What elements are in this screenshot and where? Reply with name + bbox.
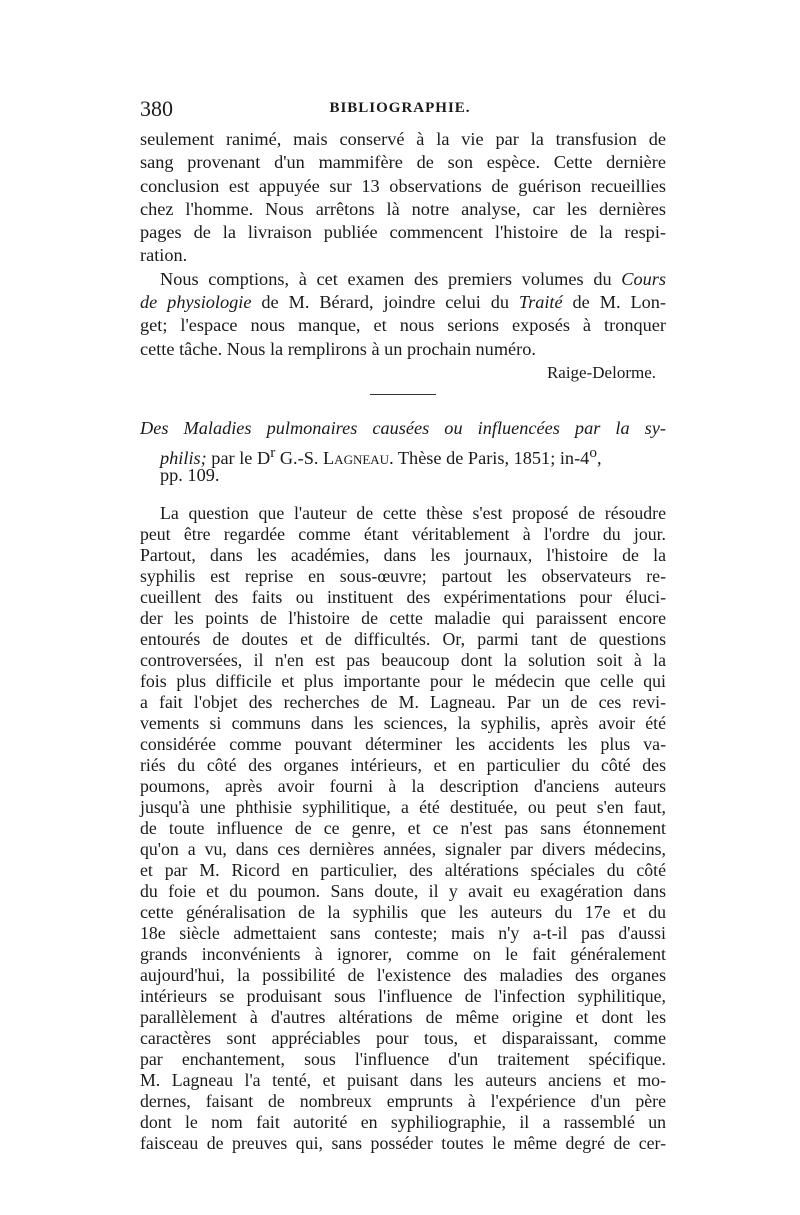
text-line: sang provenant d'un mammifère de son espèce. Cette dernière xyxy=(140,152,666,173)
text-line: grands inconvénients à ignorer, comme on le fait généralement xyxy=(140,944,666,965)
text-line: Partout, dans les académies, dans les journaux, l'histoire de la xyxy=(140,545,666,566)
author-name: Lagneau xyxy=(323,447,390,468)
text-line: peut être regardée comme étant véritablement à l'ordre du jour. xyxy=(140,524,666,545)
superscript: o xyxy=(589,443,597,461)
text-line: La question que l'auteur de cette thèse s'est proposé de résoudre xyxy=(160,503,666,524)
text-line: faisceau de preuves qui, sans posséder toutes le même degré de cer- xyxy=(140,1133,666,1154)
text-line: et par M. Ricord en particulier, des altérations spéciales du côté xyxy=(140,860,666,881)
text-line: jusqu'à une phthisie syphilitique, a été destituée, ou peut s'en faut, xyxy=(140,797,666,818)
text-line: vements si communs dans les sciences, la syphilis, après avoir été xyxy=(140,713,666,734)
text-line: dernes, faisant de nombreux emprunts à l'expérience d'un père xyxy=(140,1091,666,1112)
section-divider xyxy=(370,394,436,395)
page-number: 380 xyxy=(140,96,173,121)
text-line: qu'on a vu, dans ces dernières années, signaler par divers médecins, xyxy=(140,839,666,860)
running-title: BIBLIOGRAPHIE. xyxy=(329,100,471,116)
review-body xyxy=(140,503,666,1154)
text-line: par enchantement, sous l'influence d'un traitement spécifique. xyxy=(140,1049,666,1070)
text-line: cette généralisation de la syphilis que les auteurs du 17e et du xyxy=(140,902,666,923)
text-run: , xyxy=(596,447,602,468)
text-run: philis; xyxy=(160,447,207,468)
text-line: M. Lagneau l'a tenté, et puisant dans les auteurs anciens et mo- xyxy=(140,1070,666,1091)
text-line: ration. xyxy=(140,245,188,266)
book-title-physiologie: de physiologie xyxy=(140,292,252,313)
text-line: fois plus difficile et plus importante pour le médecin que celle qui xyxy=(140,671,666,692)
text-line: controversées, il n'en est pas beaucoup dont la solution soit à la xyxy=(140,650,666,671)
text-line: 18e siècle admettaient sans conteste; mais n'y a-t-il pas d'aussi xyxy=(140,923,666,944)
text-run: G.-S. xyxy=(275,447,324,468)
text-line: parallèlement à d'autres altérations de même origine et dont les xyxy=(140,1007,666,1028)
text-line: de toute influence de ce genre, et ce n'est pas sans étonnement xyxy=(140,818,666,839)
closing-paragraph xyxy=(140,268,666,384)
signature: Raige-Delorme. xyxy=(546,362,656,382)
text-line xyxy=(140,268,666,291)
text-line: poumons, après avoir fourni à la description d'anciens auteurs xyxy=(140,776,666,797)
page-header xyxy=(140,96,660,126)
text-line: aujourd'hui, la possibilité de l'existence des maladies des organes xyxy=(140,965,666,986)
review-title xyxy=(140,417,666,487)
text-run: de M. Bérard, joindre celui du xyxy=(251,292,519,313)
book-title-traite: Traité xyxy=(518,292,563,313)
intro-paragraph xyxy=(140,128,666,268)
text-run: Nous comptions, à cet examen des premiers volumes du xyxy=(160,268,622,289)
text-line: pages de la livraison publiée commencent l'histoire de la respi- xyxy=(140,222,666,243)
text-line: entourés de doutes et de difficultés. Or, parmi tant de questions xyxy=(140,629,666,650)
text-line: considérée comme pouvant déterminer les accidents les plus va- xyxy=(140,734,666,755)
text-line: dont le nom fait autorité en syphiliographie, il a rassemblé un xyxy=(140,1112,666,1133)
text-line: syphilis est reprise en sous-œuvre; partout les observateurs re- xyxy=(140,566,666,587)
text-line: riés du côté des organes intérieurs, et en particulier du côté des xyxy=(140,755,666,776)
text-line: der les points de l'histoire de cette maladie qui paraissent encore xyxy=(140,608,666,629)
text-line: cette tâche. Nous la remplirons à un prochain numéro. xyxy=(140,338,536,359)
text-line: du foie et du poumon. Sans doute, il y avait eu exagération dans xyxy=(140,881,666,902)
text-line: caractères sont appréciables pour tous, et disparaissant, comme xyxy=(140,1028,666,1049)
text-line: intérieurs se produisant sous l'influence de l'infection syphilitique, xyxy=(140,986,666,1007)
superscript: r xyxy=(270,443,276,461)
text-run: par le D xyxy=(206,447,271,468)
review-title-line: Des Maladies pulmonaires causées ou influencées par la sy- xyxy=(140,418,666,439)
spacer xyxy=(140,487,666,503)
text-line: chez l'homme. Nous arrêtons là notre analyse, car les dernières xyxy=(140,198,666,219)
text-line: cueillent des faits ou instituent des expérimentations pour éluci- xyxy=(140,587,666,608)
text-line xyxy=(140,291,666,314)
text-run: . Thèse de Paris, 1851; in-4 xyxy=(389,447,590,468)
text-line: seulement ranimé, mais conservé à la vie par la transfusion de xyxy=(140,129,666,149)
text-line: a fait l'objet des recherches de M. Lagneau. Par un de ces revi- xyxy=(140,692,666,713)
review-title-line xyxy=(140,441,666,468)
review-title-line: pp. 109. xyxy=(160,464,220,485)
text-line: conclusion est appuyée sur 13 observations de guérison recueillies xyxy=(140,175,666,196)
page-body xyxy=(140,128,666,1154)
text-run: de M. Lon- xyxy=(562,292,666,313)
book-title-cours: Cours xyxy=(621,268,666,289)
text-line: get; l'espace nous manque, et nous serions exposés à tronquer xyxy=(140,315,666,336)
